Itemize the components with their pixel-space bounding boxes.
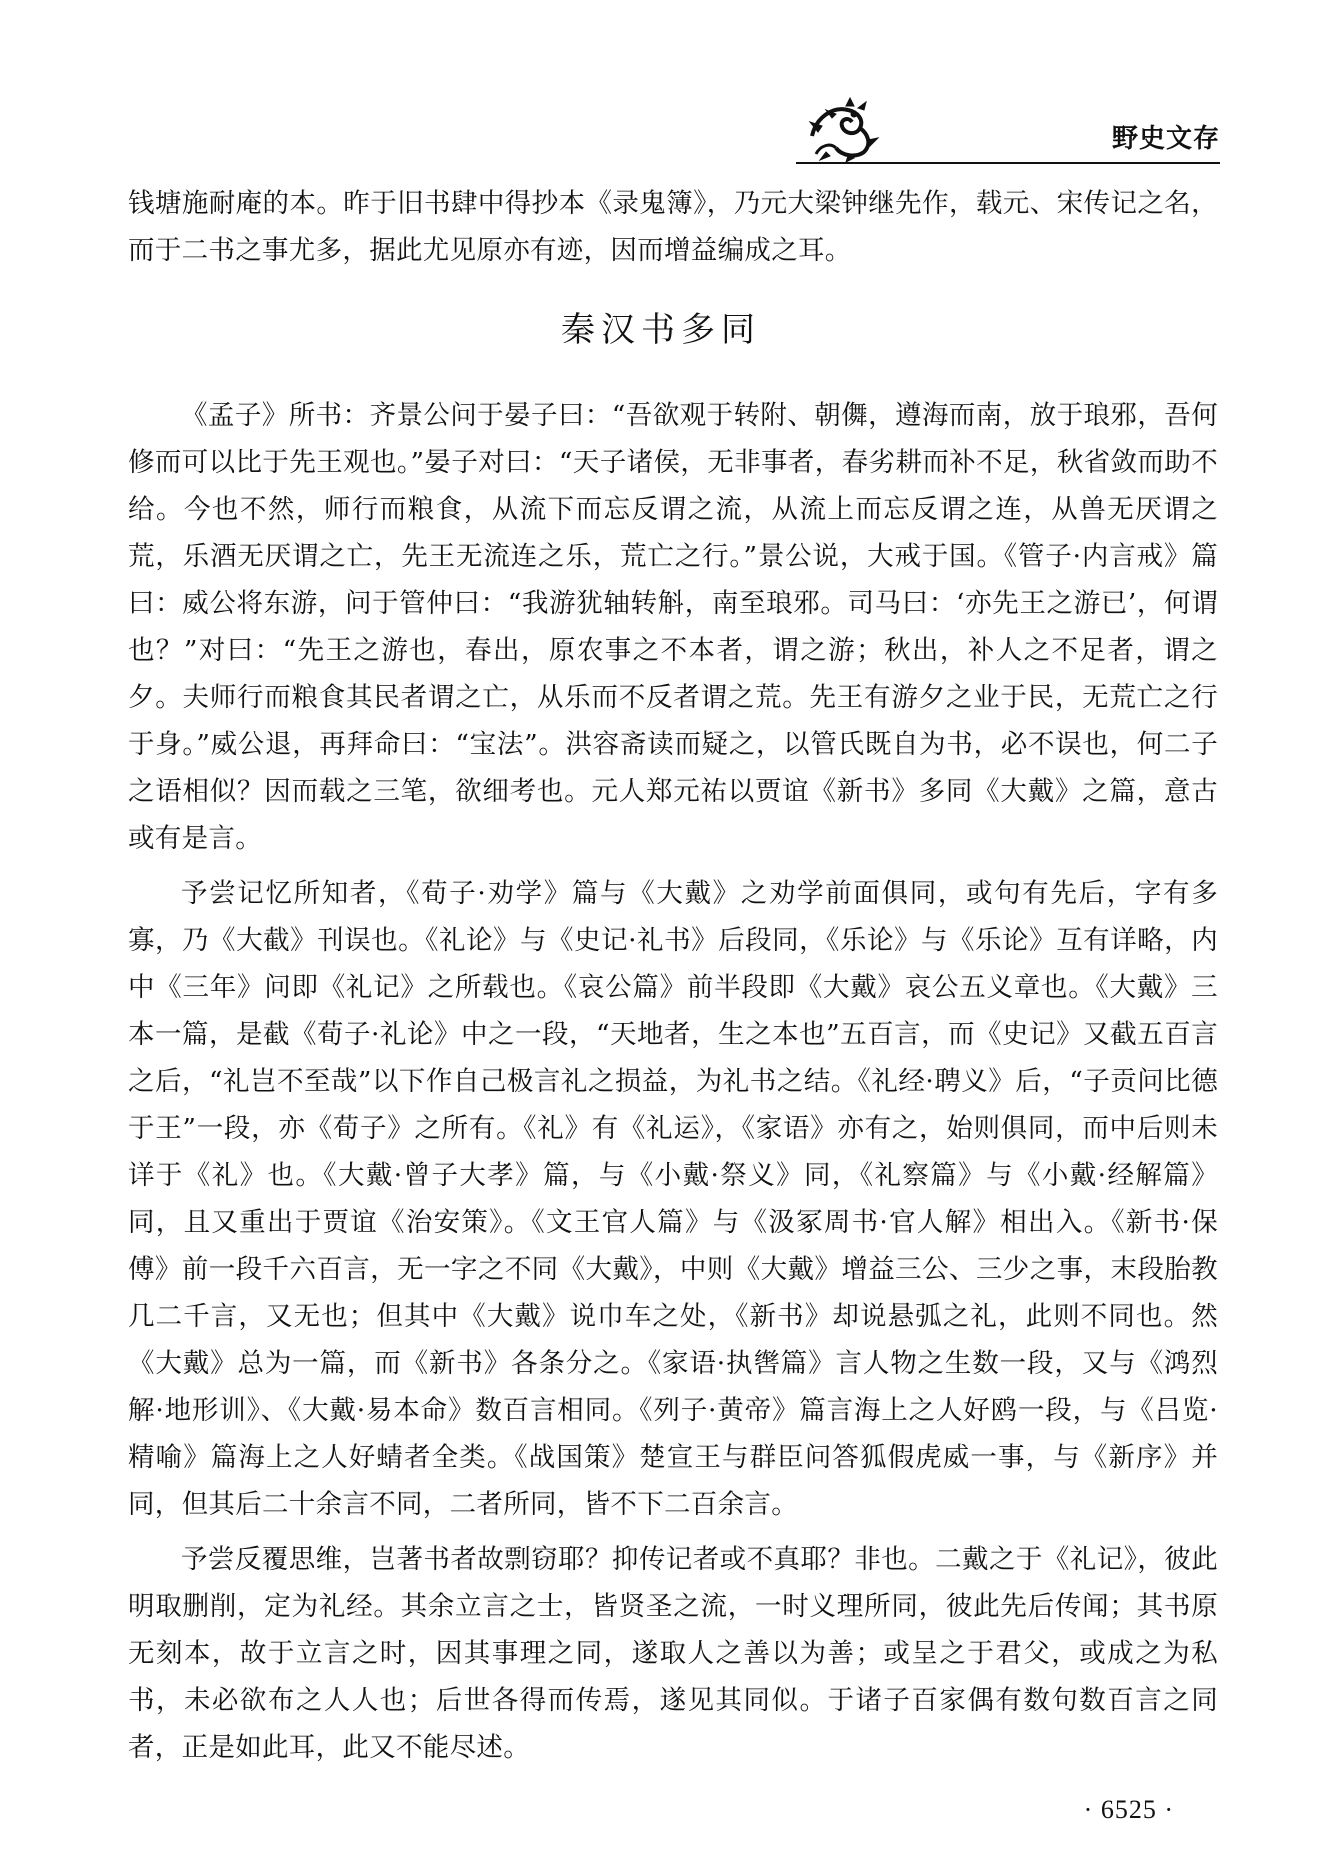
paragraph: 予尝反覆思维，岂著书者故剽窃耶？抑传记者或不真耶？非也。二戴之于《礼记》，彼此明取删削，定为礼经。其余立言之士，皆贤圣之流，一时义理所同，彼此先后传闻；其书原无刻本，故于立言之时，因其事理之同，遂取人之善以为善；或呈之于君父，或成之为私书，未必欲布之人人也；后世各得而传焉，遂见其同似。于诸子百家偶有数句数百言之同者，正是如此耳，此又不能尽述。 — [128, 1544, 1218, 1763]
paragraph: 《孟子》所书：齐景公问于晏子曰：“吾欲观于转附、朝儛，遵海而南，放于琅邪，吾何修而可以比于先王观也。”晏子对曰：“天子诸侯，无非事者，春劣耕而补不足，秋省敛而助不给。今也不然，师行而粮食，从流下而忘反谓之流，从流上而忘反谓之连，从兽无厌谓之荒，乐酒无厌谓之亡，先王无流连之乐，荒亡之行。”景公说，大戒于国。《管子·内言戒》篇曰：威公将东游，问于管仲曰：“我游犹轴转斛，南至琅邪。司马曰：‘亦先王之游已’，何谓也？”对曰：“先王之游也，春出，原农事之不本者，谓之游；秋出，补人之不足者，谓之夕。夫师行而粮食其民者谓之亡，从乐而不反者谓之荒。先王有游夕之业于民，无荒亡之行于身。”威公退，再拜命曰：“宝法”。洪容斋读而疑之，以管氏既自为书，必不误也，何二子之语相似？因而载之三笔，欲细考也。元人郑元祐以贾谊《新书》多同《大戴》之篇，意古或有是言。 — [128, 400, 1218, 854]
paragraph: 予尝记忆所知者，《荀子·劝学》篇与《大戴》之劝学前面俱同，或句有先后，字有多寡，乃《大截》刊误也。《礼论》与《史记·礼书》后段同，《乐论》与《乐论》互有详略，内中《三年》问即《礼记》之所载也。《哀公篇》前半段即《大戴》哀公五义章也。《大戴》三本一篇，是截《荀子·礼论》中之一段，“天地者，生之本也”五百言，而《史记》又截五百言之后，“礼岂不至哉”以下作自己极言礼之损益，为礼书之结。《礼经·聘义》后，“子贡问比德于王”一段，亦《荀子》之所有。《礼》有《礼运》，《家语》亦有之，始则俱同，而中后则未详于《礼》也。《大戴·曾子大孝》篇，与《小戴·祭义》同，《礼察篇》与《小戴·经解篇》同，且又重出于贾谊《治安策》。《文王官人篇》与《汲冢周书·官人解》相出入。《新书·保傅》前一段千六百言，无一字之不同《大戴》，中则《大戴》增益三公、三少之事，末段胎教几二千言，又无也；但其中《大戴》说巾车之处，《新书》却说悬弧之礼，此则不同也。然《大戴》总为一篇，而《新书》各条分之。《家语·执辔篇》言人物之生数一段，又与《鸿烈解·地形训》、《大戴·易本命》数百言相同。《列子·黄帝》篇言海上之人好鸥一段，与《吕览·精喻》篇海上之人好蜻者全类。《战国策》楚宣王与群臣问答狐假虎威一事，与《新序》并同，但其后二十余言不同，二者所同，皆不下二百余言。 — [128, 878, 1218, 1520]
header-rule — [796, 162, 1220, 164]
intro-text — [128, 180, 1218, 274]
series-title: 野史文存 — [1111, 124, 1220, 154]
body-text — [128, 392, 1218, 1779]
page-number: · 6525 · — [1083, 1795, 1174, 1824]
running-header — [790, 96, 1220, 166]
section-title: 秦汉书多同 — [561, 310, 761, 350]
intro-paragraph: 钱塘施耐庵的本。昨于旧书肆中得抄本《录鬼簿》，乃元大梁钟继先作，载元、宋传记之名，而于二书之事尤多，据此尤见原亦有迹，因而增益编成之耳。 — [128, 188, 1218, 266]
dragon-emblem-icon — [802, 96, 880, 162]
